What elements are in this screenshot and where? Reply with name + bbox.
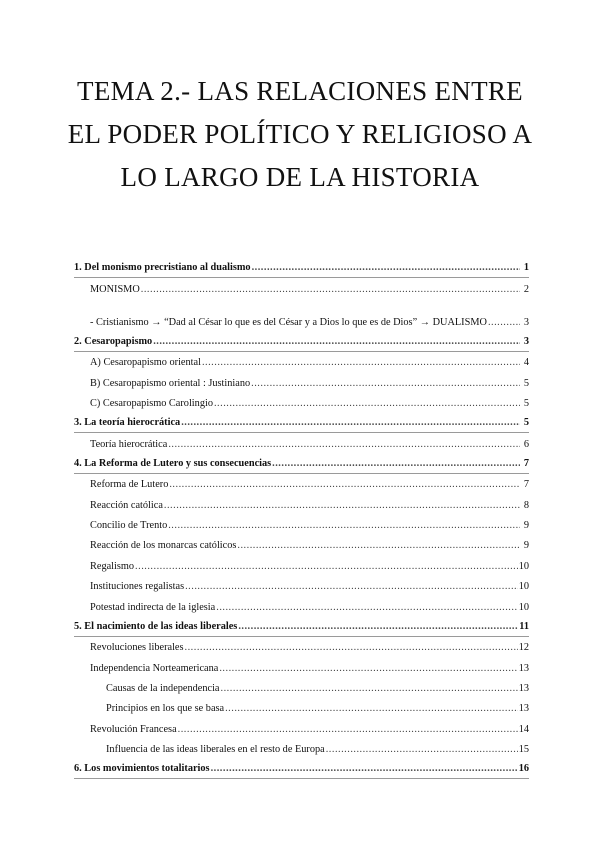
toc-entry-page-number: 3 [523, 336, 529, 348]
toc-entry[interactable] [74, 535, 529, 555]
toc-dot-leader [272, 457, 520, 470]
toc-entry[interactable] [74, 515, 529, 535]
toc-dot-leader [252, 261, 520, 274]
toc-entry[interactable] [74, 494, 529, 514]
toc-entry-page-number: 7 [523, 479, 529, 491]
toc-dot-leader [238, 620, 518, 633]
toc-entry-title: 6. Los movimientos totalitarios [74, 763, 210, 775]
toc-entry-page-number: 13 [518, 703, 529, 715]
toc-entry-page-number: 5 [523, 377, 529, 389]
toc-entry-title: Reforma de Lutero [90, 479, 169, 491]
toc-dot-leader [141, 283, 520, 296]
toc-dot-leader [216, 601, 517, 614]
toc-entry-page-number: 4 [523, 357, 529, 369]
toc-entry-title: Revolución Francesa [90, 723, 177, 735]
toc-dot-leader [219, 662, 517, 675]
toc-entry-title: Regalismo [90, 560, 135, 572]
toc-entry-title: 5. El nacimiento de las ideas liberales [74, 620, 238, 632]
toc-entry[interactable] [74, 413, 529, 433]
toc-dot-leader [185, 641, 518, 654]
toc-entry-page-number: 5 [523, 417, 529, 429]
toc-entry[interactable] [74, 352, 529, 372]
toc-dot-leader [169, 478, 520, 491]
toc-entry-title: 3. La teoría hierocrática [74, 417, 181, 429]
toc-entry-title: Instituciones regalistas [90, 581, 185, 593]
toc-entry-title: Influencia de las ideas liberales en el resto de Europa [106, 743, 325, 755]
toc-entry-page-number: 9 [523, 520, 529, 532]
toc-entry[interactable] [74, 258, 529, 278]
toc-entry-page-number: 3 [523, 316, 529, 328]
toc-entry-title: 2. Cesaropapismo [74, 336, 153, 348]
toc-entry-title: MONISMO [90, 283, 140, 295]
toc-entry-title: 4. La Reforma de Lutero y sus consecuencias [74, 458, 272, 470]
toc-entry[interactable] [74, 372, 529, 392]
toc-entry-title: C) Cesaropapismo Carolingio [90, 398, 213, 410]
toc-entry[interactable] [74, 698, 529, 718]
toc-entry-page-number: 5 [523, 398, 529, 410]
toc-entry[interactable] [74, 657, 529, 677]
table-of-contents [74, 258, 529, 779]
toc-entry-title: Reacción de los monarcas católicos [90, 540, 237, 552]
toc-entry-title: 1. Del monismo precristiano al dualismo [74, 262, 251, 274]
toc-dot-leader [135, 560, 518, 573]
toc-entry-page-number: 15 [518, 743, 529, 755]
toc-dot-leader [168, 519, 520, 532]
toc-dot-leader [225, 702, 518, 715]
toc-entry[interactable] [74, 576, 529, 596]
toc-entry-page-number: 7 [523, 458, 529, 470]
toc-entry-title: - Cristianismo → “Dad al César lo que es del César y a Dios lo que es de Dios” → DUALISMO [90, 316, 487, 328]
toc-dot-leader [168, 438, 520, 451]
toc-entry-page-number: 10 [518, 581, 529, 593]
toc-entry[interactable] [74, 678, 529, 698]
toc-entry-page-number: 6 [523, 438, 529, 450]
toc-dot-leader [153, 335, 520, 348]
toc-dot-leader [202, 356, 520, 369]
toc-entry-page-number: 14 [518, 723, 529, 735]
toc-entry-page-number: 9 [523, 540, 529, 552]
toc-entry-title: Revoluciones liberales [90, 642, 184, 654]
toc-dot-leader [164, 499, 520, 512]
toc-entry[interactable] [74, 555, 529, 575]
toc-entry[interactable] [74, 299, 529, 332]
toc-entry-title: A) Cesaropapismo oriental [90, 357, 201, 369]
toc-entry-page-number: 1 [523, 262, 529, 274]
toc-entry-title: B) Cesaropapismo oriental : Justiniano [90, 377, 251, 389]
toc-dot-leader [326, 743, 518, 756]
toc-entry-title: Causas de la independencia [106, 682, 220, 694]
toc-entry-page-number: 11 [519, 620, 529, 632]
toc-dot-leader [185, 580, 518, 593]
toc-entry[interactable] [74, 718, 529, 738]
toc-entry[interactable] [74, 596, 529, 616]
toc-entry-title: Potestad indirecta de la iglesia [90, 601, 216, 613]
toc-entry-title: Principios en los que se basa [106, 703, 225, 715]
toc-entry[interactable] [74, 278, 529, 298]
toc-dot-leader [214, 397, 520, 410]
toc-entry[interactable] [74, 637, 529, 657]
toc-entry[interactable] [74, 332, 529, 352]
document-title: TEMA 2.- LAS RELACIONES ENTRE EL PODER POLÍTICO Y RELIGIOSO A LO LARGO DE LA HISTORIA [67, 76, 533, 192]
toc-entry-page-number: 13 [518, 682, 529, 694]
toc-dot-leader [178, 723, 518, 736]
toc-entry[interactable] [74, 393, 529, 413]
toc-entry-title: Reacción católica [90, 499, 163, 511]
toc-entry[interactable] [74, 454, 529, 474]
toc-entry-page-number: 13 [518, 662, 529, 674]
toc-dot-leader [237, 539, 520, 552]
toc-entry-title: Concilio de Trento [90, 520, 168, 532]
toc-dot-leader [211, 762, 518, 775]
toc-dot-leader [181, 416, 520, 429]
toc-dot-leader [251, 377, 520, 390]
toc-entry-page-number: 16 [518, 763, 529, 775]
toc-entry[interactable] [74, 759, 529, 779]
toc-entry-page-number: 10 [518, 601, 529, 613]
toc-entry-title: Teoría hierocrática [90, 438, 168, 450]
toc-entry-title: Independencia Norteamericana [90, 662, 219, 674]
toc-entry[interactable] [74, 433, 529, 453]
toc-entry-page-number: 10 [518, 560, 529, 572]
toc-dot-leader [488, 316, 520, 329]
toc-entry[interactable] [74, 474, 529, 494]
toc-entry-page-number: 8 [523, 499, 529, 511]
toc-dot-leader [221, 682, 518, 695]
toc-entry[interactable] [74, 617, 529, 637]
toc-entry-page-number: 12 [518, 642, 529, 654]
toc-entry-page-number: 2 [523, 283, 529, 295]
toc-entry[interactable] [74, 739, 529, 759]
